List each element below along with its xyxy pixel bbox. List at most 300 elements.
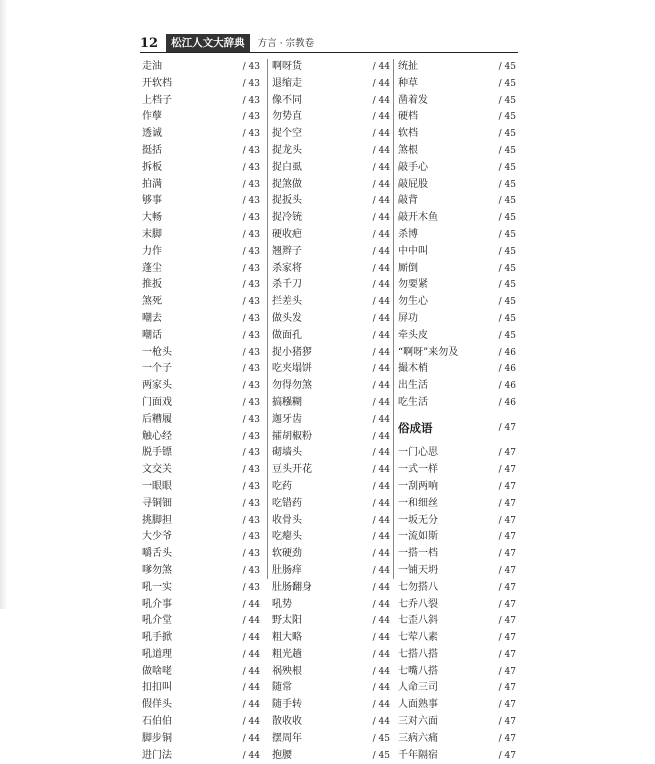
entry-term: 一个子 [142,363,172,375]
index-entry [398,193,516,210]
entry-page-ref: / 43 [242,112,260,123]
entry-page-ref: / 47 [498,683,516,694]
index-entry [142,664,260,681]
entry-page-ref: / 45 [498,62,516,72]
index-entry [272,748,390,764]
entry-term: 千年隔宿 [398,749,438,761]
index-entry [142,697,260,714]
entry-page-ref: / 44 [372,397,390,408]
entry-term: 吃错药 [272,497,302,509]
entry-term: 吼道理 [142,648,172,660]
index-entry [142,294,260,311]
entry-page-ref: / 43 [242,431,260,442]
entry-page-ref: / 44 [372,498,390,509]
entry-page-ref: / 44 [372,683,390,694]
index-entry [272,227,390,244]
index-entry [142,462,260,479]
entry-term: 七嘴八搭 [398,665,438,677]
entry-term: 做面孔 [272,329,302,341]
index-entry [142,580,260,597]
index-entry [272,462,390,479]
entry-page-ref: / 44 [372,700,390,711]
entry-page-ref: / 43 [242,297,260,308]
index-entry [272,680,390,697]
index-entry [272,126,390,143]
entry-page-ref: / 43 [242,565,260,576]
entry-page-ref: / 44 [372,196,390,207]
index-entry [142,529,260,546]
index-entry [142,328,260,345]
entry-page-ref: / 43 [242,280,260,291]
entry-term: 出生活 [398,380,428,392]
entry-term: 七歪八斜 [398,615,438,627]
entry-page-ref: / 43 [242,532,260,543]
entry-term: 两家头 [142,380,172,392]
entry-page-ref: / 44 [372,95,390,106]
entry-term: 挑脚担 [142,514,172,526]
entry-term: 拆板 [142,161,162,173]
entry-term: 上档子 [142,94,172,106]
index-entry [272,496,390,513]
entry-term: 搞糨糊 [272,396,302,408]
index-entry [398,462,516,479]
index-entry [272,563,390,580]
index-entry [398,630,516,647]
entry-term: 大少爷 [142,531,172,543]
entry-page-ref: / 44 [372,313,390,324]
entry-term: 寻铜钿 [142,497,172,509]
entry-term: 豆头开花 [272,464,312,476]
entry-term: 散收收 [272,716,302,728]
entry-term: 七勿搭八 [398,581,438,593]
entry-page-ref: / 45 [498,162,516,173]
entry-page-ref: / 47 [498,717,516,728]
entry-term: 人命三司 [398,682,438,694]
entry-page-ref: / 44 [372,330,390,341]
index-entry [272,244,390,261]
entry-term: 捉小猪猡 [272,346,312,358]
entry-term: 一门心思 [398,447,438,459]
entry-page-ref: / 43 [242,465,260,476]
entry-page-ref: / 44 [372,633,390,644]
index-entry [272,160,390,177]
index-entry [272,630,390,647]
index-entry [142,160,260,177]
entry-page-ref: / 44 [372,263,390,274]
entry-page-ref: / 44 [242,750,260,761]
index-entry [398,261,516,278]
entry-page-ref: / 44 [372,145,390,156]
entry-term: 软硬劲 [272,548,302,560]
entry-term: 脱手镖 [142,447,172,459]
entry-page-ref: / 44 [372,364,390,375]
entry-term: 抱腰 [272,749,292,761]
entry-page-ref: / 44 [372,280,390,291]
entry-term: 中中叫 [398,245,428,257]
entry-term: 七荤八素 [398,632,438,644]
entry-term: 勿势直 [272,111,302,123]
index-entry [272,429,390,446]
index-entry [142,680,260,697]
index-entry [398,244,516,261]
index-entry [272,328,390,345]
entry-term: 捉龙头 [272,144,302,156]
entry-term: 撮木梢 [398,363,428,375]
entry-page-ref: / 45 [498,112,516,123]
section-title: 俗成语 [398,420,433,435]
index-entry [142,546,260,563]
index-entry [272,143,390,160]
entry-page-ref: / 44 [242,599,260,610]
index-entry [272,93,390,110]
entry-term: 假佯头 [142,699,172,711]
column-divider [267,59,268,579]
entry-term: 敲背 [398,195,418,207]
index-entry [398,210,516,227]
entry-page-ref: / 44 [372,616,390,627]
index-entry [272,76,390,93]
index-entry [142,244,260,261]
entry-term: 敲开木鱼 [398,212,438,224]
entry-page-ref: / 43 [242,78,260,89]
index-entry [398,714,516,731]
index-entry [398,126,516,143]
index-entry [398,361,516,378]
index-entry [272,378,390,395]
index-entry [398,227,516,244]
index-entry [272,210,390,227]
entry-page-ref: / 43 [242,330,260,341]
entry-page-ref: / 44 [372,62,390,72]
entry-term: 粗大略 [272,632,302,644]
entry-page-ref: / 47 [498,633,516,644]
entry-term: 作孽 [142,111,162,123]
index-entry [272,647,390,664]
entry-page-ref: / 43 [242,397,260,408]
index-entry [142,748,260,764]
entry-page-ref: / 43 [242,213,260,224]
entry-page-ref: / 43 [242,515,260,526]
entry-term: 一流如斯 [398,531,438,543]
entry-page-ref: / 43 [242,549,260,560]
entry-page-ref: / 44 [372,481,390,492]
index-column-2 [272,59,390,764]
index-entry [398,513,516,530]
entry-term: 吼介事 [142,598,172,610]
page-gutter-shadow [0,0,8,609]
index-entry [272,664,390,681]
index-entry [142,277,260,294]
entry-page-ref: / 44 [372,515,390,526]
index-entry [272,311,390,328]
index-entry [272,361,390,378]
entry-term: 七搭八搭 [398,648,438,660]
index-entry [272,445,390,462]
entry-page-ref: / 44 [372,431,390,442]
entry-page-ref: / 44 [372,112,390,123]
index-entry [142,429,260,446]
entry-page-ref: / 43 [242,229,260,240]
entry-page-ref: / 46 [498,381,516,392]
index-entry [142,714,260,731]
entry-page-ref: / 43 [242,62,260,72]
entry-term: 后糟履 [142,413,172,425]
entry-page-ref: / 44 [372,347,390,358]
entry-term: 吼介堂 [142,615,172,627]
entry-term: 推扳 [142,279,162,291]
index-entry [272,261,390,278]
entry-page-ref: / 44 [372,297,390,308]
entry-page-ref: / 43 [242,179,260,190]
index-entry [398,59,516,76]
entry-page-ref: / 45 [498,280,516,291]
entry-page-ref: / 47 [498,750,516,761]
index-entry [272,109,390,126]
entry-term: 捉白虱 [272,161,302,173]
entry-page-ref: / 47 [498,498,516,509]
entry-page-ref: / 43 [242,196,260,207]
entry-term: 啊呀货 [272,61,302,72]
index-entry [272,580,390,597]
index-entry [398,109,516,126]
index-entry [272,529,390,546]
index-entry [398,496,516,513]
index-entry [272,479,390,496]
entry-page-ref: / 43 [242,448,260,459]
entry-page-ref: / 44 [372,162,390,173]
entry-term: 吃夹塌饼 [272,363,312,375]
index-entry [142,361,260,378]
entry-term: 大畅 [142,212,162,224]
entry-term: 肚肠翻身 [272,581,312,593]
entry-term: 厮倒 [398,262,418,274]
index-entry [142,630,260,647]
entry-term: 一刮两响 [398,480,438,492]
entry-term: 吼一实 [142,581,172,593]
entry-page-ref: / 47 [498,422,516,433]
entry-term: 硬收疤 [272,228,302,240]
entry-term: 敲手心 [398,161,428,173]
entry-term: 捉扳头 [272,195,302,207]
index-entry [398,93,516,110]
entry-term: 肚肠痒 [272,564,302,576]
entry-term: 攉胡椒粉 [272,430,312,442]
entry-page-ref: / 43 [242,381,260,392]
index-entry [398,294,516,311]
index-entry [142,311,260,328]
entry-term: 种草 [398,77,418,89]
entry-page-ref: / 47 [498,599,516,610]
entry-term: 扣扣叫 [142,682,172,694]
index-entry [272,193,390,210]
entry-term: 粗光趟 [272,648,302,660]
entry-page-ref: / 45 [498,145,516,156]
book-title: 松江人文大辞典 [166,34,250,52]
entry-page-ref: / 45 [498,213,516,224]
entry-term: 嗲勿煞 [142,564,172,576]
entry-page-ref: / 43 [242,414,260,425]
entry-term: 嘲话 [142,329,162,341]
entry-page-ref: / 44 [242,683,260,694]
index-entry [142,126,260,143]
entry-page-ref: / 43 [242,498,260,509]
index-entry [142,193,260,210]
entry-term: 嚼舌头 [142,548,172,560]
entry-term: 一铺天坍 [398,564,438,576]
entry-term: 统扯 [398,61,418,72]
entry-page-ref: / 47 [498,582,516,593]
index-entry [272,395,390,412]
entry-page-ref: / 45 [498,330,516,341]
entry-term: 勿得勿煞 [272,380,312,392]
entry-term: 拍满 [142,178,162,190]
entry-term: 软档 [398,128,418,140]
entry-term: 吃药 [272,480,292,492]
index-entry [272,546,390,563]
entry-page-ref: / 46 [498,347,516,358]
entry-page-ref: / 43 [242,129,260,140]
entry-term: 敲屁股 [398,178,428,190]
entry-page-ref: / 44 [242,733,260,744]
entry-term: 砌墙头 [272,447,302,459]
entry-term: 祸殃根 [272,665,302,677]
index-entry [398,76,516,93]
index-entry [142,731,260,748]
entry-term: 杀千刀 [272,279,302,291]
entry-page-ref: / 43 [242,145,260,156]
entry-page-ref: / 44 [372,465,390,476]
index-entry [272,177,390,194]
index-entry [398,580,516,597]
entry-page-ref: / 47 [498,666,516,677]
entry-page-ref: / 47 [498,448,516,459]
entry-term: 挺括 [142,144,162,156]
entry-term: 做啥咾 [142,665,172,677]
entry-term: 脚步铜 [142,732,172,744]
entry-term: 吼势 [272,598,292,610]
entry-term: 迦牙齿 [272,413,302,425]
entry-term: 硬档 [398,111,418,123]
index-entry [398,563,516,580]
entry-term: 勿生心 [398,296,428,308]
entry-term: 牵头皮 [398,329,428,341]
entry-term: 人面熟事 [398,699,438,711]
index-entry [142,109,260,126]
entry-term: 翘辫子 [272,245,302,257]
entry-term: 吼手掀 [142,632,172,644]
index-entry [142,513,260,530]
index-entry [272,613,390,630]
entry-term: 一搭一档 [398,548,438,560]
index-entry [142,597,260,614]
index-entry [272,731,390,748]
entry-term: 走油 [142,61,162,72]
entry-term: 嘲去 [142,312,162,324]
index-entry [142,563,260,580]
entry-page-ref: / 44 [242,616,260,627]
index-entry [272,294,390,311]
entry-page-ref: / 44 [242,649,260,660]
entry-page-ref: / 47 [498,700,516,711]
entry-page-ref: / 45 [372,733,390,744]
entry-page-ref: / 44 [372,649,390,660]
entry-page-ref: / 45 [498,246,516,257]
entry-term: 杀博 [398,228,418,240]
entry-term: 七乔八裂 [398,598,438,610]
entry-term: 一坂无分 [398,514,438,526]
entry-term: 文交关 [142,464,172,476]
index-entry [142,345,260,362]
index-entry [272,513,390,530]
entry-term: 煞死 [142,296,162,308]
entry-page-ref: / 44 [372,246,390,257]
entry-page-ref: / 47 [498,649,516,660]
index-entry [142,210,260,227]
entry-page-ref: / 44 [372,213,390,224]
entry-page-ref: / 44 [372,666,390,677]
index-entry [398,479,516,496]
index-entry [398,613,516,630]
entry-page-ref: / 43 [242,582,260,593]
entry-term: “啊呀”来勿及 [398,346,459,358]
entry-page-ref: / 47 [498,481,516,492]
entry-page-ref: / 44 [372,565,390,576]
entry-page-ref: / 45 [498,297,516,308]
entry-page-ref: / 43 [242,481,260,492]
entry-page-ref: / 44 [372,448,390,459]
index-entry [398,731,516,748]
index-entry [142,445,260,462]
entry-page-ref: / 44 [372,549,390,560]
entry-page-ref: / 46 [498,364,516,375]
index-entry [398,748,516,764]
index-entry [142,647,260,664]
index-entry [398,664,516,681]
entry-term: 门面戏 [142,396,172,408]
entry-term: 一枪头 [142,346,172,358]
entry-page-ref: / 47 [498,465,516,476]
entry-term: 随手转 [272,699,302,711]
index-entry [398,546,516,563]
entry-term: 一眼眼 [142,480,172,492]
entry-page-ref: / 44 [372,179,390,190]
entry-term: 石伯伯 [142,716,172,728]
index-entry [398,277,516,294]
entry-page-ref: / 45 [498,78,516,89]
entry-term: 像不同 [272,94,302,106]
entry-term: 捉冷铳 [272,212,302,224]
entry-term: 野太阳 [272,615,302,627]
entry-term: 够事 [142,195,162,207]
index-entry [272,59,390,76]
entry-term: 三对六面 [398,716,438,728]
entry-page-ref: / 44 [242,666,260,677]
entry-page-ref: / 47 [498,616,516,627]
entry-page-ref: / 44 [372,129,390,140]
entry-page-ref: / 44 [372,599,390,610]
entry-page-ref: / 45 [498,313,516,324]
index-entry [142,412,260,429]
index-entry [142,177,260,194]
section-heading [398,412,516,446]
index-entry [142,395,260,412]
index-entry [398,311,516,328]
entry-term: 捉煞做 [272,178,302,190]
entry-page-ref: / 43 [242,162,260,173]
index-entry [272,697,390,714]
entry-term: 透诚 [142,128,162,140]
entry-page-ref: / 45 [372,750,390,761]
